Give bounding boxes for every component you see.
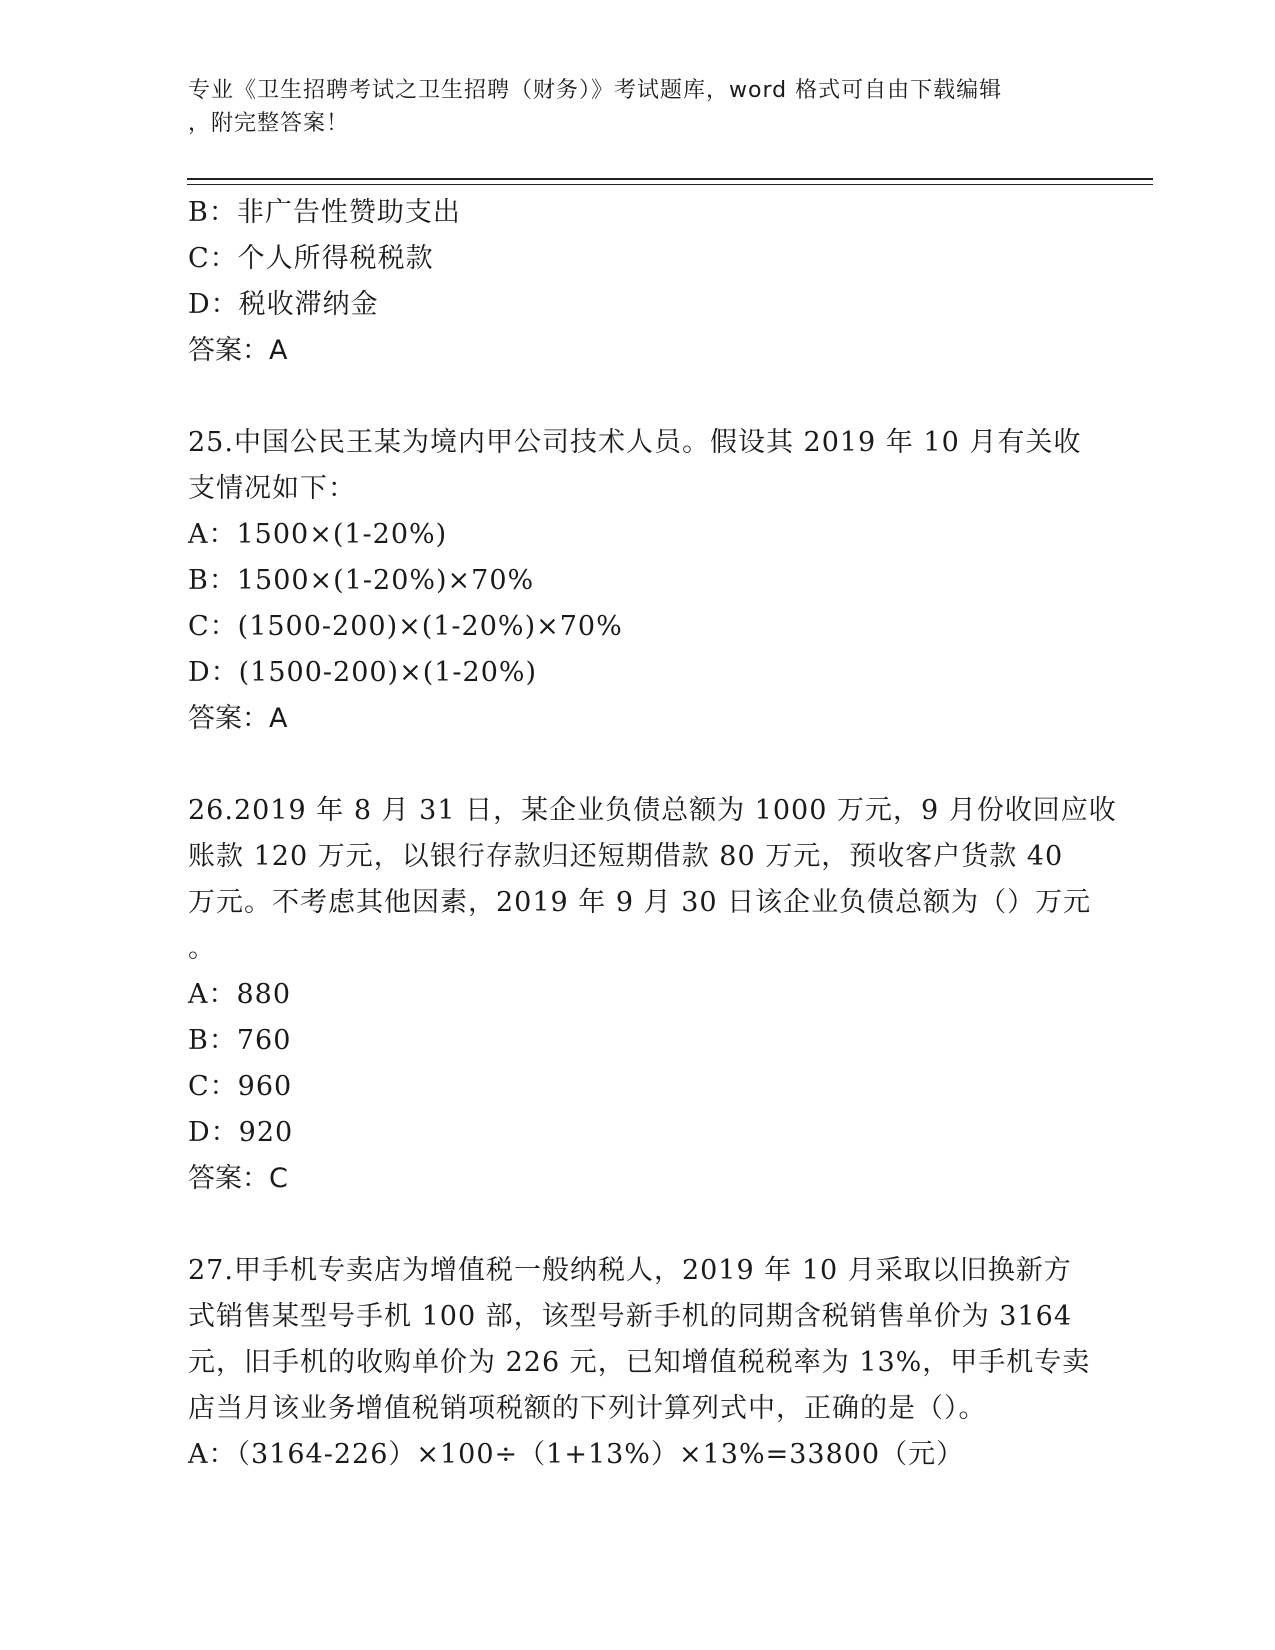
answer: 答案：C (188, 1163, 288, 1194)
question-text-line: 25.中国公民王某为境内甲公司技术人员。假设其 2019 年 10 月有关收 (188, 427, 1082, 458)
option-b: B：非广告性赞助支出 (188, 197, 461, 228)
option-d: D：(1500-200)×(1-20%) (188, 657, 538, 688)
header-line-2: ，附完整答案！ (188, 111, 350, 136)
answer: 答案：A (188, 335, 288, 366)
question-text-line: 27.甲手机专卖店为增值税一般纳税人，2019 年 10 月采取以旧换新方 (188, 1255, 1072, 1286)
option-a: A：880 (188, 979, 292, 1010)
spacer (188, 742, 1088, 788)
document-header (188, 74, 1088, 140)
option-a: A：1500×(1-20%) (188, 519, 448, 550)
option-c: C：960 (188, 1071, 293, 1102)
question-25 (188, 420, 1088, 742)
spacer (188, 374, 1088, 420)
question-text-line: 支情况如下： (188, 473, 356, 504)
answer: 答案：A (188, 703, 288, 734)
question-text-line: 元，旧手机的收购单价为 226 元，已知增值税税率为 13%，甲手机专卖 (188, 1347, 1091, 1378)
option-c: C：(1500-200)×(1-20%)×70% (188, 611, 623, 642)
header-rule-thick (187, 178, 1153, 180)
option-d: D：税收滞纳金 (188, 289, 379, 320)
option-b: B：1500×(1-20%)×70% (188, 565, 535, 596)
spacer (188, 1202, 1088, 1248)
question-text-line: 式销售某型号手机 100 部，该型号新手机的同期含税销售单价为 3164 (188, 1301, 1072, 1332)
header-rule-thin (187, 184, 1153, 185)
question-27 (188, 1248, 1091, 1478)
question-text-line: 。 (188, 933, 216, 964)
question-text-line: 账款 120 万元，以银行存款归还短期借款 80 万元，预收客户货款 40 (188, 841, 1064, 872)
option-b: B：760 (188, 1025, 292, 1056)
option-c: C：个人所得税税款 (188, 243, 434, 274)
document-body (188, 190, 1117, 1478)
option-a: A：（3164-226）×100÷（1+13%）×13%=33800（元） (188, 1439, 965, 1470)
question-24-tail (188, 190, 1088, 374)
question-text-line: 26.2019 年 8 月 31 日，某企业负债总额为 1000 万元，9 月份收回应收 (188, 795, 1117, 826)
header-line-1: 专业《卫生招聘考试之卫生招聘（财务）》考试题库，word 格式可自由下载编辑 (188, 78, 1003, 103)
option-d: D：920 (188, 1117, 294, 1148)
question-text-line: 万元。不考虑其他因素，2019 年 9 月 30 日该企业负债总额为（）万元 (188, 887, 1092, 918)
question-26 (188, 788, 1117, 1202)
question-text-line: 店当月该业务增值税销项税额的下列计算列式中，正确的是（）。 (188, 1393, 987, 1424)
